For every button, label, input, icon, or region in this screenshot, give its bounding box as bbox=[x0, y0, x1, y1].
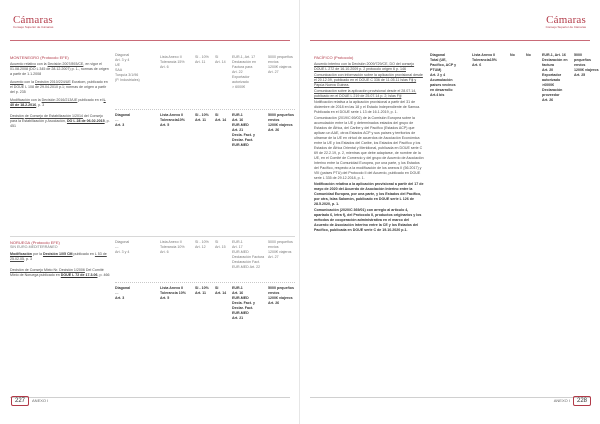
noruega-title: NORUEGA bbox=[10, 240, 31, 245]
noruega-col3b bbox=[160, 286, 195, 301]
text: Del Comité Mixto de Noruega publicado en bbox=[10, 268, 104, 277]
header-rule bbox=[10, 40, 290, 41]
page-number: 227 bbox=[11, 396, 29, 406]
cell: Art. 11 bbox=[195, 60, 206, 64]
noruega-col7a bbox=[268, 240, 295, 260]
cell: Art. 11 bbox=[195, 291, 206, 295]
text: , p. 451 bbox=[10, 119, 110, 128]
cell: Art. 6 bbox=[472, 63, 482, 67]
montenegro-col2a bbox=[115, 53, 153, 83]
noruega-text1 bbox=[10, 252, 110, 262]
cell: Declaración Factura bbox=[232, 255, 265, 259]
cell: Art. 5 bbox=[160, 296, 170, 300]
cell: 5000 pequeños envíos bbox=[268, 55, 293, 64]
cell: 5000 pequeños envíos bbox=[268, 113, 294, 122]
cell: Tolerancia10% bbox=[160, 118, 185, 122]
cell: en desarrollo bbox=[430, 88, 453, 92]
cell: Art. 5 bbox=[160, 123, 170, 127]
link-doue[interactable]: L 40 de 18.2.2016 bbox=[10, 98, 106, 107]
cell: --- bbox=[115, 118, 119, 122]
link-decision[interactable]: Decisión 2016/213/UE bbox=[41, 98, 78, 102]
text: , p. 466 bbox=[97, 273, 110, 277]
cell: Art. 27 bbox=[268, 255, 279, 259]
pacifico-col7 bbox=[574, 53, 599, 78]
text: , p. 3 bbox=[24, 257, 32, 261]
noruega-col6a bbox=[232, 240, 266, 270]
link-doue[interactable]: DOUE L 72 de 17.3.06 bbox=[60, 273, 98, 277]
cell: 1200€ viajeros bbox=[268, 65, 292, 69]
camaras-logo bbox=[546, 14, 586, 29]
cell: Lista Anexo II bbox=[160, 55, 182, 59]
logo-name: Cámaras bbox=[546, 14, 586, 26]
page-number: 228 bbox=[573, 396, 591, 406]
cell: EUR-1 bbox=[232, 113, 243, 117]
text: del Consejo para la Estabilización y Asociación, bbox=[10, 114, 103, 123]
cell: Art. 11 bbox=[195, 118, 206, 122]
cell: No bbox=[526, 53, 531, 57]
cell: Art. 26 bbox=[268, 128, 280, 132]
footer-rule bbox=[10, 397, 290, 398]
cell: 1200€ viajeros bbox=[268, 296, 293, 300]
text: con la bbox=[29, 98, 42, 102]
cell: EUR-MED bbox=[232, 250, 249, 254]
header-rule bbox=[310, 40, 590, 41]
cell: Art. 6 bbox=[160, 65, 169, 69]
cell: Art. 14 bbox=[215, 60, 226, 64]
link-doue[interactable]: DO L 28 de 06.02.2015 bbox=[66, 119, 105, 123]
noruega-subtitle: SIN EURO-MEDITERRÁNEO bbox=[10, 245, 58, 249]
montenegro-title: MONTENEGRO bbox=[10, 55, 40, 60]
cell: Tolerancia 10% bbox=[160, 245, 185, 249]
noruega-col2a bbox=[115, 240, 153, 255]
link-decision[interactable]: Decisión 2007/893/CE bbox=[47, 62, 84, 66]
pacifico-title: PACÍFICO bbox=[314, 55, 333, 60]
cell: Art. 20 bbox=[542, 68, 554, 72]
text: publicado en bbox=[72, 252, 95, 256]
cell: SI bbox=[215, 55, 219, 59]
cell: 5000 pequeños envíos bbox=[574, 53, 591, 67]
cell: EUR-1, Art. 17 bbox=[232, 55, 256, 59]
link-decision[interactable]: Decisión de Consejo Mixto Nr. Decisión 1/2006 bbox=[10, 268, 85, 272]
montenegro-col3a bbox=[160, 55, 195, 70]
noruega-col7b bbox=[268, 286, 295, 306]
montenegro-title-paren: (Protocolo EFE) bbox=[40, 55, 69, 60]
left-footer bbox=[8, 396, 48, 406]
cell: SI bbox=[215, 286, 219, 290]
cell: Art. 16 bbox=[232, 291, 244, 295]
cell: Tolerancia 10% bbox=[160, 291, 186, 295]
pacifico-text1[interactable]: Acuerdo interino con la Decisión 2009/729/CE, DO del consejo DOUE L 272 de 16.10.2009 p. 2 protocolo origen 6 p. 146 bbox=[314, 62, 415, 71]
montenegro-col2b bbox=[115, 113, 153, 128]
text: por la bbox=[31, 252, 43, 256]
link-acuerdo-relativo[interactable]: Acuerdo relativo bbox=[10, 62, 36, 66]
cell: UE bbox=[115, 63, 120, 67]
montenegro-col7a bbox=[268, 55, 295, 75]
pacifico-col6 bbox=[542, 53, 572, 103]
link-acuerdo[interactable]: Acuerdo bbox=[10, 80, 24, 84]
link-decision[interactable]: Decisión 2010/224/UE bbox=[34, 80, 71, 84]
cell: Decla. Fact. y Declar. Fact. bbox=[232, 301, 255, 310]
noruega-section bbox=[10, 240, 295, 335]
cell: Declaración Fact. EUR-MED Art. 22 bbox=[232, 260, 261, 269]
montenegro-col6b bbox=[232, 113, 266, 148]
cell: --- bbox=[115, 245, 119, 249]
link-modificacion[interactable]: Modificación bbox=[10, 98, 30, 102]
cell: Acumulación bbox=[430, 78, 453, 82]
pacifico-title-paren: (Protocolo) bbox=[333, 55, 354, 60]
noruega-text2 bbox=[10, 268, 110, 278]
cell: Declaración en Factura para bbox=[232, 60, 256, 69]
cell: Decla. Fact. y Declar. Fact. bbox=[232, 133, 255, 142]
row-separator bbox=[115, 109, 295, 110]
footer-rule bbox=[310, 397, 590, 398]
cell: Declaración en factura bbox=[542, 58, 568, 67]
montenegro-col4a bbox=[195, 55, 215, 65]
cell: países vecinos bbox=[430, 83, 456, 87]
pacifico-text3[interactable]: Comunicación sobre la aplicación provisional desde el 28.07.14, publicado en el DOUE L 219 de 25.07.14 p. 2; Islas Fiji bbox=[314, 89, 417, 98]
cell: Art. 27 bbox=[268, 70, 279, 74]
pacifico-col2 bbox=[430, 53, 468, 98]
cell: Pacífico, ACP y bbox=[430, 63, 457, 67]
noruega-col5b bbox=[215, 286, 230, 296]
cell: Art. 21 bbox=[232, 128, 244, 132]
footer-label: ANEXO I bbox=[32, 398, 49, 403]
cell: PTUM) bbox=[430, 68, 442, 72]
cell: Turquía 3/1/96 bbox=[115, 73, 139, 77]
cell: Art. 6 bbox=[160, 250, 169, 254]
noruega-col4b bbox=[195, 286, 215, 296]
cell: Art. 12 bbox=[195, 245, 206, 249]
cell: EUR-MED bbox=[232, 143, 249, 147]
cell: 1200€ viajeros bbox=[268, 250, 292, 254]
pacifico-section bbox=[314, 53, 599, 385]
cell: >6000€ bbox=[542, 83, 555, 87]
text: , p. 3 bbox=[36, 103, 45, 107]
cell: Art. 25 bbox=[574, 73, 586, 77]
cell: (P. Industriales) bbox=[115, 78, 140, 82]
cell: Lista Anexo II bbox=[160, 240, 182, 244]
text: con la bbox=[23, 80, 35, 84]
cell: EUR-MED bbox=[232, 311, 249, 315]
cell: Diagonal bbox=[115, 240, 130, 244]
montenegro-col5a bbox=[215, 55, 230, 65]
link-consejo[interactable]: de Consejo de Estabilización 1/2014 bbox=[24, 114, 83, 118]
cell: Diagonal bbox=[430, 53, 446, 57]
montenegro-col6a bbox=[232, 55, 266, 90]
cell: > 6000€ bbox=[232, 85, 246, 89]
cell: Art. 3 y 4 bbox=[115, 58, 130, 62]
cell: Art. 22 bbox=[232, 70, 243, 74]
link-modificacion[interactable]: Modificación bbox=[10, 252, 32, 256]
cell: SI - 10% bbox=[195, 286, 209, 290]
pacifico-col3 bbox=[472, 53, 507, 68]
cell: Art. 14 bbox=[215, 118, 227, 122]
montenegro-col4b bbox=[195, 113, 215, 123]
noruega-col2b bbox=[115, 286, 153, 301]
cell: Art.4 bis bbox=[430, 93, 445, 97]
montenegro-col5b bbox=[215, 113, 230, 123]
cell: 5000 pequeños envíos bbox=[268, 286, 294, 295]
cell: Art. 26 bbox=[268, 301, 280, 305]
cell: Art. 3 bbox=[115, 123, 125, 127]
pacifico-legal-text bbox=[314, 55, 424, 233]
cell: EUR-MED bbox=[232, 296, 249, 300]
cell: SI - 10% bbox=[195, 240, 209, 244]
montenegro-text4 bbox=[10, 114, 110, 129]
cell: Art. 3 y 4 bbox=[115, 250, 130, 254]
cell: Art. 14 bbox=[215, 291, 227, 295]
cell: Art. 2 y 4 bbox=[430, 73, 446, 77]
logo-tagline: Consejo Superior de Cámaras bbox=[545, 25, 586, 29]
cell: Art. 16 bbox=[232, 118, 244, 122]
cell: --- bbox=[115, 291, 119, 295]
row-separator bbox=[115, 282, 295, 283]
pacifico-text7: Comunicación (2020/C 369/01) con arreglo al artículo 4, apartado 6, letra f), del Protocolo II, productos originarios y los métodos de cooperación administrativa en el marco del Acuerdo de Asociación Interino entre la CE y los Estados del Pacífico, publicada en DOUE serie C de 19.10.2020 p.1. bbox=[314, 208, 422, 232]
noruega-col3a bbox=[160, 240, 195, 255]
cell: Tolerancia 15% bbox=[160, 60, 185, 64]
cell: SI bbox=[215, 240, 219, 244]
text: Euratom, publicado en el DOUE L 108 de 29.04.2010 p.1; normas de origen a partir del p. 235 bbox=[10, 80, 108, 94]
cell: Exportador autorizado bbox=[542, 73, 562, 82]
text: , en vigor el 01.08.2008 (DO L 345 de 28.12.2007) p. 1-, normas de origen a partir de 1.1.2008 bbox=[10, 62, 109, 76]
link-decision[interactable]: Decisión bbox=[10, 114, 24, 118]
cell: Art. 26 bbox=[542, 98, 554, 102]
pacifico-text6: Notificación relativa a la aplicación provisional a partir del 17 de mayo de 2020 del Acuerdo de Asociación Interino entre la Comunidad Europea, por una parte, y los Estados del Pacífico, por otra, Islas Salomón, publicado en DOUE serie L 126 de 28.5.2020, p. 1. bbox=[314, 182, 424, 206]
cell: Diagonal bbox=[115, 113, 131, 117]
link-doue[interactable]: L 53 de 25.02.05 bbox=[10, 252, 107, 261]
cell: Lista Anexo II bbox=[160, 113, 184, 117]
cell: 5000 pequeños envíos bbox=[268, 240, 293, 249]
cell: Exportador autorizado bbox=[232, 75, 250, 84]
logo-tagline: Consejo Superior de Cámaras bbox=[13, 25, 54, 29]
montenegro-col3b bbox=[160, 113, 195, 128]
montenegro-col7b bbox=[268, 113, 295, 133]
noruega-col4a bbox=[195, 240, 215, 250]
cell: Art. 21 bbox=[232, 316, 244, 320]
cell: Diagonal bbox=[115, 286, 131, 290]
cell: SAA bbox=[115, 68, 123, 72]
cell: EUR-1 bbox=[232, 240, 243, 244]
link-decision[interactable]: Decisión 1/05 CM bbox=[42, 252, 73, 256]
logo-name: Cámaras bbox=[13, 14, 53, 26]
montenegro-section bbox=[10, 55, 295, 145]
section-title bbox=[10, 55, 110, 60]
cell: 1200€ viajeros bbox=[268, 123, 293, 127]
noruega-col5a bbox=[215, 240, 230, 250]
cell: Lista Anexo II bbox=[472, 53, 496, 57]
pacifico-text4: Notificación relativa a la aplicación provisional a partir del 31 de diciembre de 2018 en las 18 y el Estado Independiente de Samoa. Publicada en el DOUE serie L 13 de 16.1.2019, p. 1. bbox=[314, 100, 421, 114]
cell: SI - 10% bbox=[195, 113, 209, 117]
noruega-title-paren: (Protocolo EFE) bbox=[31, 240, 60, 245]
montenegro-text3 bbox=[10, 98, 110, 108]
cell: EUR-MED bbox=[232, 123, 249, 127]
cell: Tolerancia15% bbox=[472, 58, 497, 62]
cell: Lista Anexo II bbox=[160, 286, 184, 290]
cell: EUR-1, Art. 16 bbox=[542, 53, 566, 57]
section-separator bbox=[10, 236, 295, 237]
cell: Diagonal bbox=[115, 53, 130, 57]
pacifico-col5 bbox=[526, 53, 538, 58]
montenegro-text2 bbox=[10, 80, 110, 95]
text: con la bbox=[35, 62, 48, 66]
montenegro-text1 bbox=[10, 62, 110, 77]
cell: Declaración proveedor bbox=[542, 88, 563, 97]
footer-label: ANEXO I bbox=[553, 398, 570, 403]
pacifico-text2[interactable]: Comunicación con información sobre la aplicación provisional desde el 20.12.09, publicado en el DOUE C 336 de 11.05.11 Islas Fiji y Papúa Nueva Guinea. bbox=[314, 73, 423, 87]
camaras-logo bbox=[13, 14, 53, 29]
cell: Art. 17 bbox=[232, 245, 243, 249]
pacifico-text5: Comunicación (2019/C 69/02) de la Comisión Europea sobre la acumulación entre la UE y determinados estados del grupo de Estados de África, del Caribe y del Pacífico (Estados ACP) que aplican un AAE, otros Estados ACP y sus países y territorios de ultramar de la UE en virtud de acuerdos de Asociación Económica entre la UE y los Estados del Caribe, los Estados del Pacífico y los Estados de África Oriental y Meridional, publicada en DOUE serie C 69 de 22.2.19, p. 2, mientras que debe adaptarse, de nombre de la UE, en el Comité de Comercio y del grupo de Acuerdo de Asociación Interino entre la Comunidad Europea, por una parte, y los Estados del Pacífico, respecto a la modificación de los anexos II (56.2017) y VIII (países PTU) del Protocolo II del Acuerdo, publicado en DOUE serie L 335 de 29.12.2018, p. 1. bbox=[314, 116, 424, 180]
right-page bbox=[300, 0, 600, 424]
cell: Art. 3 bbox=[115, 296, 125, 300]
cell: Total (UE, bbox=[430, 58, 447, 62]
text: publicado en el bbox=[77, 98, 104, 102]
cell: No bbox=[510, 53, 515, 57]
cell: SI - 10% bbox=[195, 55, 209, 59]
cell: SI bbox=[215, 113, 219, 117]
right-footer bbox=[554, 396, 594, 406]
cell: EUR-1 bbox=[232, 286, 243, 290]
pacifico-col4 bbox=[510, 53, 522, 58]
cell: 1200€ viajeros bbox=[574, 68, 599, 72]
noruega-col6b bbox=[232, 286, 266, 321]
cell: Art. 15 bbox=[215, 245, 226, 249]
